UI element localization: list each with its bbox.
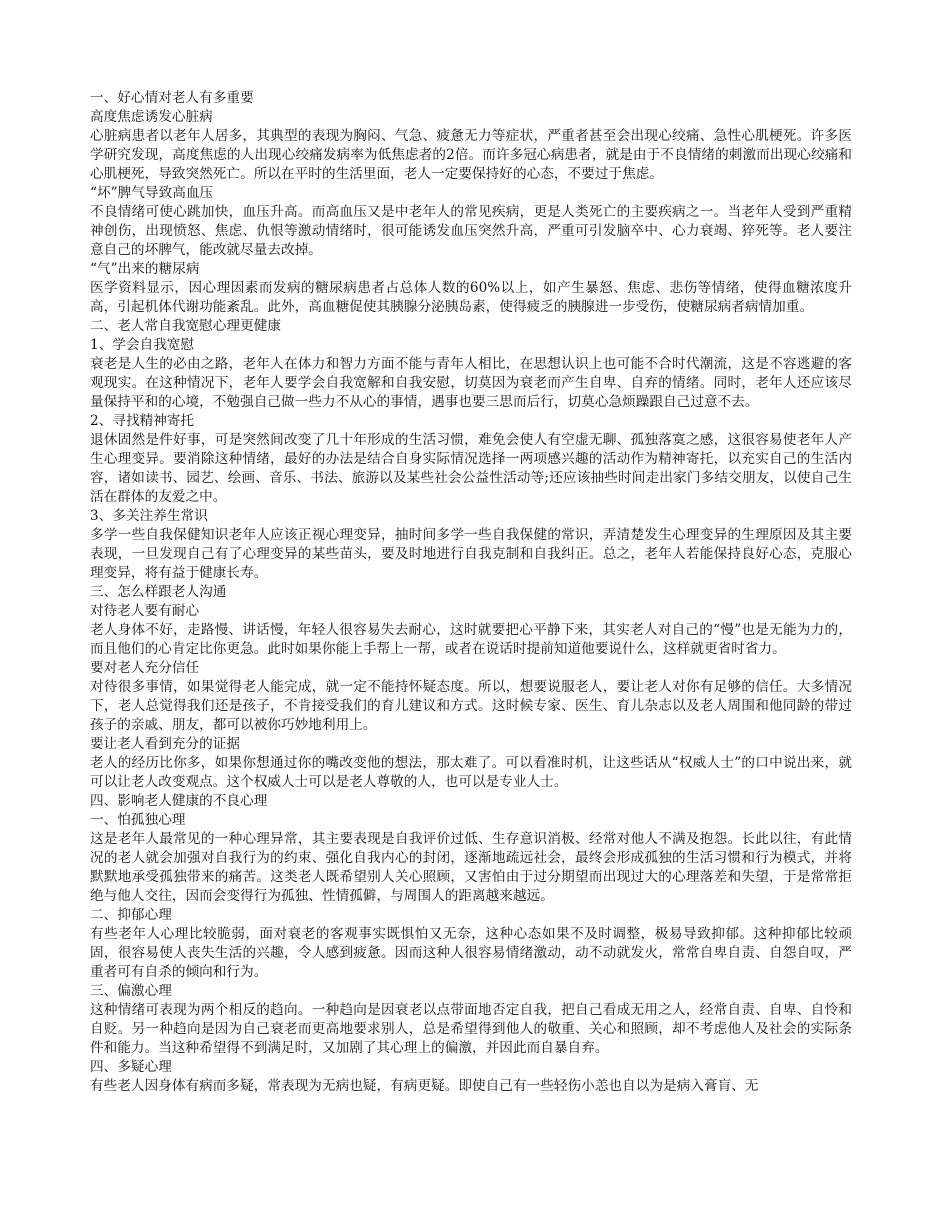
paragraph: 有些老人因身体有病而多疑，常表现为无病也疑，有病更疑。即使自己有一些轻伤小恙也自以为是病入膏肓、无 (90, 1078, 759, 1094)
section-heading: 二、老人常自我宽慰心理更健康 (90, 318, 282, 334)
subheading: 三、偏激心理 (90, 983, 172, 999)
paragraph: 不良情绪可使心跳加快，血压升高。而高血压又是中老年人的常见疾病，更是人类死亡的主要疾病之一。当老年人受到严重精神创伤，出现愤怒、焦虑、仇恨等激动情绪时，很可能诱发血压突然升高，严重可引发脑卒中、心力衰竭、猝死等。老人要注意自己的坏脾气，能改就尽量去改掉。 (90, 204, 852, 258)
paragraph: 心脏病患者以老年人居多，其典型的表现为胸闷、气急、疲惫无力等症状，严重者甚至会出现心绞痛、急性心肌梗死。许多医学研究发现，高度焦虑的人出现心绞痛发病率为低焦虑者的2倍。而许多冠心病患者，就是由于不良情绪的刺激而出现心绞痛和心肌梗死，导致突然死亡。所以在平时的生活里面，老人一定要保持好的心态，不要过于焦虑。 (90, 128, 852, 182)
paragraph: 对待很多事情，如果觉得老人能完成，就一定不能持怀疑态度。所以，想要说服老人，要让老人对你有足够的信任。大多情况下，老人总觉得我们还是孩子，不肯接受我们的育儿建议和方式。这时候专家、医生、育儿杂志以及老人周围和他同龄的带过孩子的亲戚、朋友，都可以被你巧妙地利用上。 (90, 679, 852, 733)
paragraph: 衰老是人生的必由之路，老年人在体力和智力方面不能与青年人相比，在思想认识上也可能不合时代潮流，这是不容逃避的客观现实。在这种情况下，老年人要学会自我宽解和自我安慰，切莫因为衰老而产生自卑、自弃的情绪。同时，老年人还应该尽量保持平和的心境，不勉强自己做一些力不从心的事情，遇事也要三思而后行，切莫心急烦躁跟自己过意不去。 (90, 356, 852, 410)
subheading: 二、抑郁心理 (90, 907, 172, 923)
subheading: 要让老人看到充分的证据 (90, 736, 241, 752)
paragraph: 老人身体不好，走路慢、讲话慢，年轻人很容易失去耐心，这时就要把心平静下来，其实老人对自己的“慢”也是无能为力的，而且他们的心肯定比你更急。此时如果你能上手帮上一帮，或者在说话时提前知道他要说什么，这样就更省时省力。 (90, 622, 852, 657)
subheading: 3、多关注养生常识 (90, 508, 208, 524)
paragraph: 退休固然是件好事，可是突然间改变了几十年形成的生活习惯，难免会使人有空虚无聊、孤独落寞之感，这很容易使老年人产生心理变异。要消除这种情绪，最好的办法是结合自身实际情况选择一两项感兴趣的活动作为精神寄托，以充实自己的生活内容，诸如读书、园艺、绘画、音乐、书法、旅游以及某些社会公益性活动等;还应该抽些时间走出家门多结交朋友，以使自己生活在群体的友爱之中。 (90, 432, 852, 505)
subheading: 1、学会自我宽慰 (90, 337, 195, 353)
subheading: 要对老人充分信任 (90, 660, 200, 676)
subheading: “坏”脾气导致高血压 (90, 185, 214, 201)
subheading: 一、怕孤独心理 (90, 812, 186, 828)
subheading: 对待老人要有耐心 (90, 603, 200, 619)
subheading: 四、多疑心理 (90, 1059, 172, 1075)
subheading: 高度焦虑诱发心脏病 (90, 109, 213, 125)
paragraph: 这是老年人最常见的一种心理异常，其主要表现是自我评价过低、生存意识消极、经常对他人不满及抱怨。长此以往，有此情况的老人就会加强对自我行为的约束、强化自我内心的封闭，逐渐地疏远社会，最终会形成孤独的生活习惯和行为模式，并将默默地承受孤独带来的痛苦。这类老人既希望别人关心照顾，又害怕由于过分期望而出现过大的心理落差和失望，于是常常拒绝与他人交往，因而会变得行为孤独、性情孤僻，与周围人的距离越来越远。 (90, 831, 852, 904)
paragraph: 老人的经历比你多，如果你想通过你的嘴改变他的想法，那太难了。可以看准时机，让这些话从“权威人士”的口中说出来，就可以让老人改变观点。这个权威人士可以是老人尊敬的人，也可以是专业人士。 (90, 755, 852, 790)
paragraph: 医学资料显示，因心理因素而发病的糖尿病患者占总体人数的60%以上，如产生暴怒、焦虑、悲伤等情绪，使得血糖浓度升高，引起机体代谢功能紊乱。此外，高血糖促使其胰腺分泌胰岛素，使得疲乏的胰腺进一步受伤，使糖尿病者病情加重。 (90, 280, 852, 315)
section-heading: 四、影响老人健康的不良心理 (90, 793, 268, 809)
section-heading: 一、好心情对老人有多重要 (90, 90, 254, 106)
paragraph: 多学一些自我保健知识老年人应该正视心理变异，抽时间多学一些自我保健的常识，弄清楚发生心理变异的生理原因及其主要表现，一旦发现自己有了心理变异的某些苗头，要及时地进行自我克制和自我纠正。总之，老年人若能保持良好心态，克服心理变异，将有益于健康长寿。 (90, 527, 852, 581)
subheading: 2、寻找精神寄托 (90, 413, 195, 429)
article-body (90, 89, 852, 1096)
paragraph: 有些老年人心理比较脆弱，面对衰老的客观事实既惧怕又无奈，这种心态如果不及时调整，极易导致抑郁。这种抑郁比较顽固，很容易使人丧失生活的兴趣，令人感到疲惫。因而这种人很容易情绪激动，动不动就发火，常常自卑自责、自怨自叹，严重者可有自杀的倾向和行为。 (90, 926, 852, 980)
subheading: “气”出来的糖尿病 (90, 261, 200, 277)
paragraph: 这种情绪可表现为两个相反的趋向。一种趋向是因衰老以点带面地否定自我，把自己看成无用之人，经常自责、自卑、自怜和自贬。另一种趋向是因为自己衰老而更高地要求别人，总是希望得到他人的敬重、关心和照顾，却不考虑他人及社会的实际条件和能力。当这种希望得不到满足时，又加剧了其心理上的偏激，并因此而自暴自弃。 (90, 1002, 852, 1056)
section-heading: 三、怎么样跟老人沟通 (90, 584, 227, 600)
